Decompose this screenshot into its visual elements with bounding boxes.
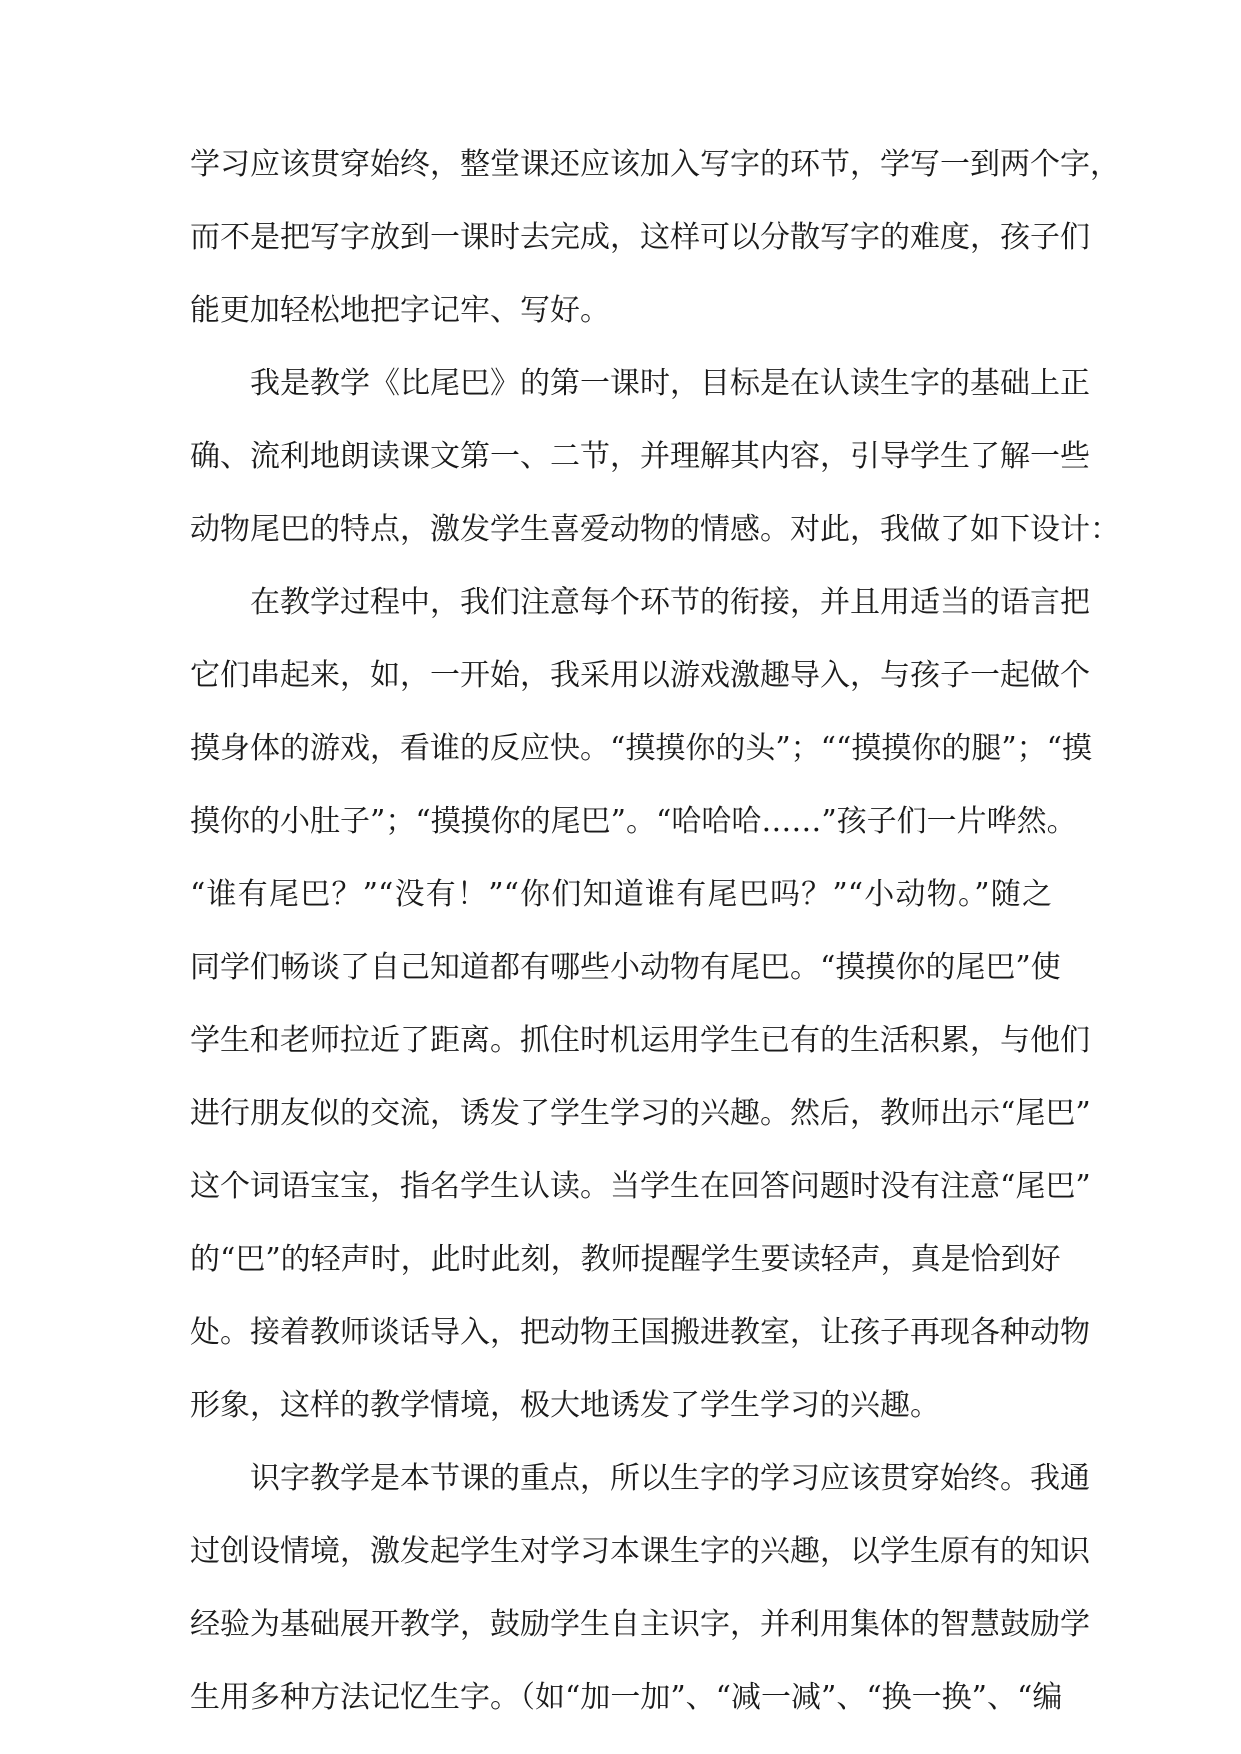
paragraph-3-line-2: 它们串起来，如，一开始，我采用以游戏激趣导入，与孩子一起做个	[190, 658, 1090, 693]
paragraph-3-line-11: 处。接着教师谈话导入，把动物王国搬进教室，让孩子再现各种动物	[190, 1315, 1090, 1350]
text-line-2: 而不是把写字放到一课时去完成，这样可以分散写字的难度，孩子们	[190, 220, 1090, 255]
paragraph-2-line-3: 动物尾巴的特点，激发学生喜爱动物的情感。对此，我做了如下设计：	[190, 512, 1120, 547]
paragraph-3-line-12: 形象，这样的教学情境，极大地诱发了学生学习的兴趣。	[190, 1388, 940, 1423]
paragraph-3-line-5: “谁有尾巴？”“没有！”“你们知道谁有尾巴吗？”“小动物。”随之	[190, 877, 1052, 912]
text-line-3: 能更加轻松地把字记牢、写好。	[190, 293, 610, 328]
paragraph-2-line-2: 确、流利地朗读课文第一、二节，并理解其内容，引导学生了解一些	[190, 439, 1090, 474]
paragraph-3-line-10: 的“巴”的轻声时，此时此刻，教师提醒学生要读轻声，真是恰到好	[190, 1242, 1061, 1277]
paragraph-3-line-8: 进行朋友似的交流，诱发了学生学习的兴趣。然后，教师出示“尾巴”	[190, 1096, 1091, 1131]
paragraph-3-line-9: 这个词语宝宝，指名学生认读。当学生在回答问题时没有注意“尾巴”	[190, 1169, 1091, 1204]
paragraph-2-line-1: 我是教学《比尾巴》的第一课时，目标是在认读生字的基础上正	[250, 366, 1090, 401]
paragraph-3-line-1: 在教学过程中，我们注意每个环节的衔接，并且用适当的语言把	[250, 585, 1090, 620]
paragraph-4-line-4: 生用多种方法记忆生字。（如“加一加”、“减一减”、“换一换”、“编	[190, 1680, 1063, 1715]
text-line-1: 学习应该贯穿始终，整堂课还应该加入写字的环节，学写一到两个字，	[190, 147, 1120, 182]
paragraph-3-line-3: 摸身体的游戏，看谁的反应快。“摸摸你的头”；““摸摸你的腿”；“摸	[190, 731, 1093, 766]
paragraph-3-line-7: 学生和老师拉近了距离。抓住时机运用学生已有的生活积累，与他们	[190, 1023, 1090, 1058]
paragraph-3-line-6: 同学们畅谈了自己知道都有哪些小动物有尾巴。“摸摸你的尾巴”使	[190, 950, 1061, 985]
paragraph-4-line-3: 经验为基础展开教学，鼓励学生自主识字，并利用集体的智慧鼓励学	[190, 1607, 1090, 1642]
paragraph-3-line-4: 摸你的小肚子”；“摸摸你的尾巴”。“哈哈哈……”孩子们一片哗然。	[190, 804, 1077, 839]
paragraph-4-line-2: 过创设情境，激发起学生对学习本课生字的兴趣，以学生原有的知识	[190, 1534, 1090, 1569]
document-page	[190, 0, 1120, 1754]
paragraph-4-line-1: 识字教学是本节课的重点，所以生字的学习应该贯穿始终。我通	[250, 1461, 1090, 1496]
